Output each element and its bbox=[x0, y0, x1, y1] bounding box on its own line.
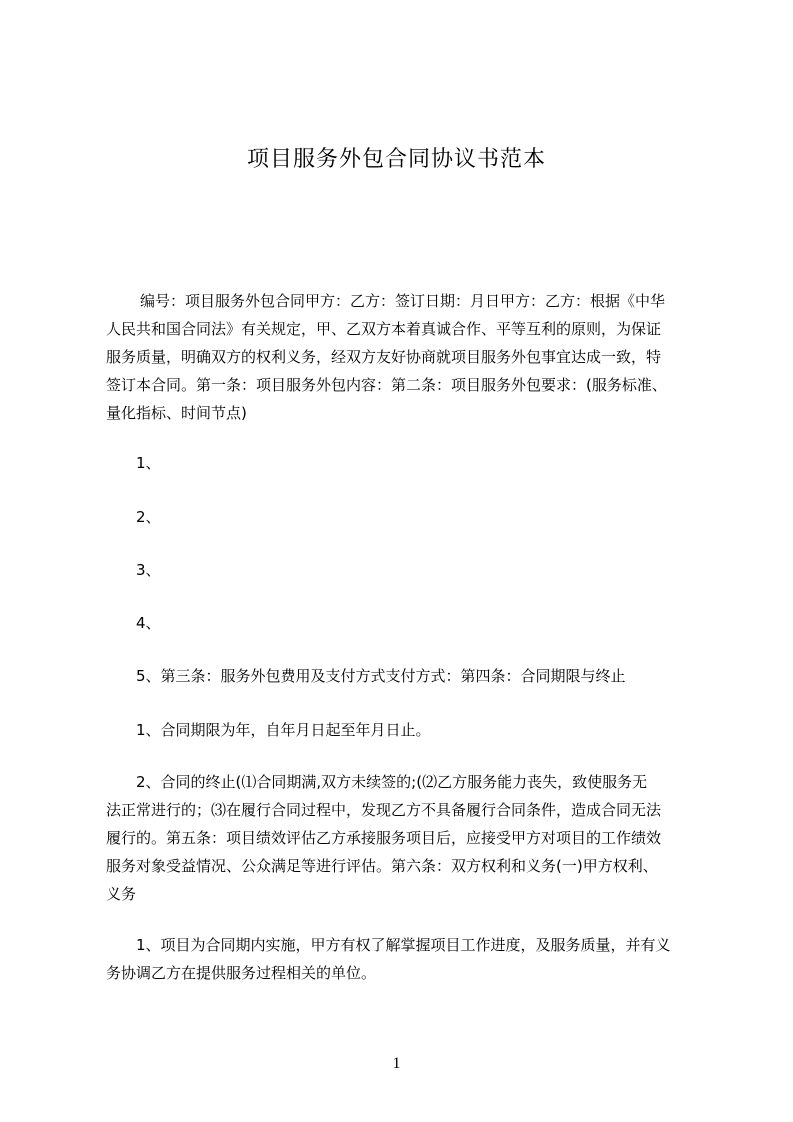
list-item-2: 2、 bbox=[136, 508, 161, 526]
list-item-1: 1、 bbox=[136, 454, 161, 472]
document-title: 项目服务外包合同协议书范本 bbox=[246, 147, 546, 172]
term-clause-1: 1、合同期限为年，自年月日起至年月日止。 bbox=[136, 721, 431, 739]
paragraph-1-line-3: 服务质量，明确双方的权利义务，经双方友好协商就项目服务外包事宜达成一致，特 bbox=[106, 348, 662, 366]
paragraph-2-line-2: 法正常进行的；⑶在履行合同过程中，发现乙方不具备履行合同条件，造成合同无法 bbox=[106, 801, 662, 819]
paragraph-2-line-4: 服务对象受益情况、公众满足等进行评估。第六条：双方权利和义务(一)甲方权利、 bbox=[106, 857, 658, 875]
paragraph-2-line-1: 2、合同的终止(⑴合同期满,双方未续签的;(⑵乙方服务能力丧失，致使服务无 bbox=[136, 773, 648, 791]
paragraph-3-line-2: 务协调乙方在提供服务过程相关的单位。 bbox=[106, 964, 377, 982]
list-item-5: 5、第三条：服务外包费用及支付方式支付方式：第四条：合同期限与终止 bbox=[136, 667, 626, 685]
paragraph-1-line-1: 编号：项目服务外包合同甲方：乙方：签订日期：月日甲方：乙方：根据《中华 bbox=[140, 292, 666, 310]
paragraph-1-line-2: 人民共和国合同法》有关规定，甲、乙双方本着真诚合作、平等互利的原则，为保证 bbox=[106, 320, 662, 338]
paragraph-2-line-3: 履行的。第五条：项目绩效评估乙方承接服务项目后，应接受甲方对项目的工作绩效 bbox=[106, 829, 662, 847]
list-item-3: 3、 bbox=[136, 561, 161, 579]
list-item-4: 4、 bbox=[136, 614, 161, 632]
paragraph-1-line-4: 签订本合同。第一条：项目服务外包内容：第二条：项目服务外包要求：(服务标准、 bbox=[106, 376, 667, 394]
paragraph-1-line-5: 量化指标、时间节点) bbox=[106, 404, 247, 422]
paragraph-3-line-1: 1、项目为合同期内实施，甲方有权了解掌握项目工作进度，及服务质量，并有义 bbox=[136, 936, 671, 954]
paragraph-2-line-5: 义务 bbox=[106, 885, 137, 903]
page-number: 1 bbox=[392, 1055, 401, 1072]
